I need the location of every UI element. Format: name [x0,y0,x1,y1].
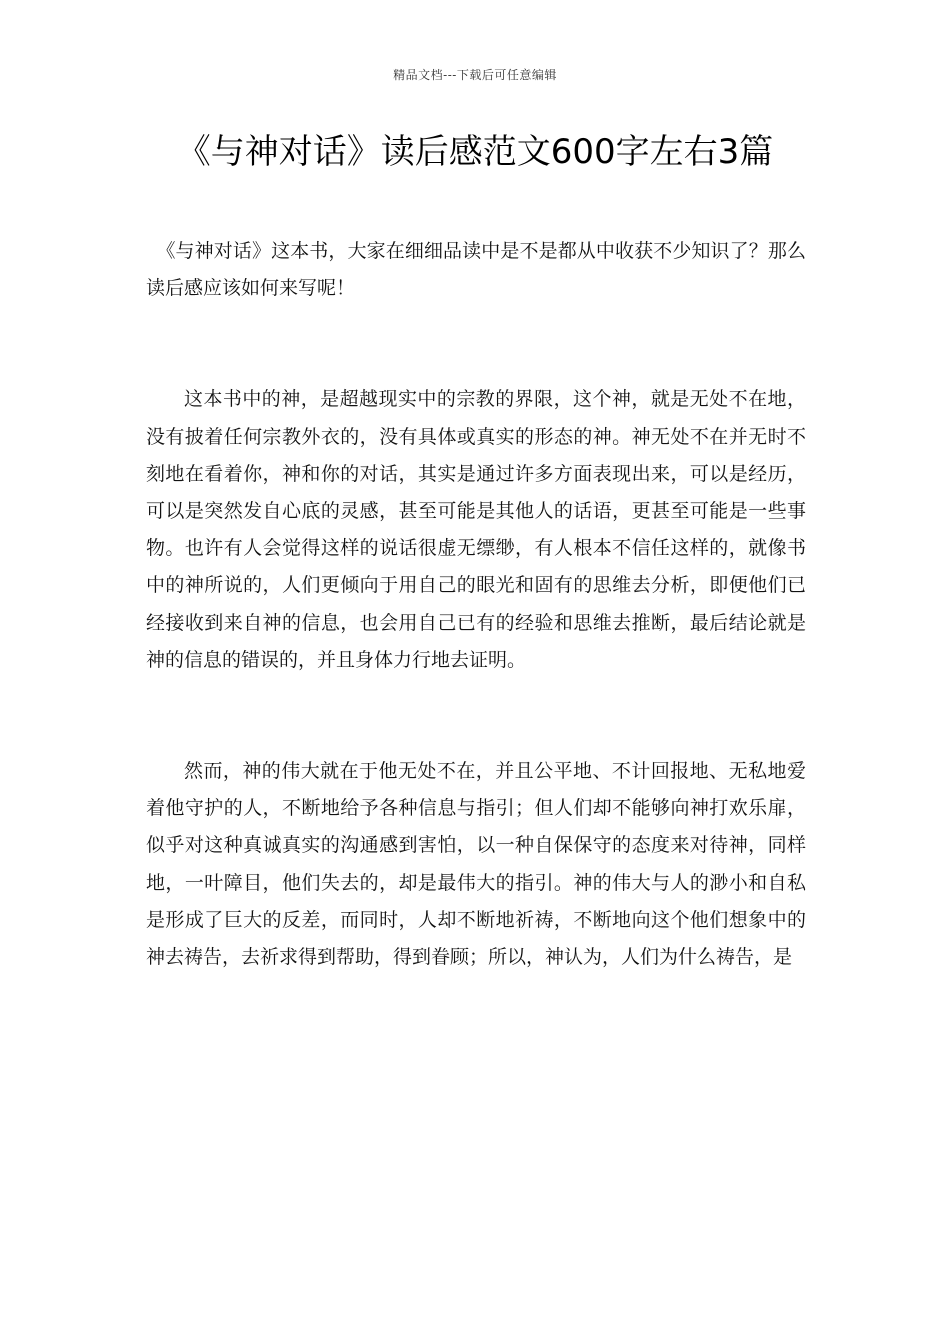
body-paragraph-1: 这本书中的神，是超越现实中的宗教的界限，这个神，就是无处不在地，没有披着任何宗教外衣的，没有具体或真实的形态的神。神无处不在并无时不刻地在看着你，神和你的对话，其实是通过许多方面表现出来，可以是经历，可以是突然发自心底的灵感，甚至可能是其他人的话语，更甚至可能是一些事物。也许有人会觉得这样的说话很虚无缥缈，有人根本不信任这样的，就像书中的神所说的，人们更倾向于用自己的眼光和固有的思维去分析，即便他们已经接收到来自神的信息，也会用自己已有的经验和思维去推断，最后结论就是神的信息的错误的，并且身体力行地去证明。 [146,388,806,671]
intro-paragraph: 《与神对话》这本书，大家在细细品读中是不是都从中收获不少知识了？那么读后感应该如何来写呢！ [146,240,806,300]
document-body [146,233,806,976]
body-paragraph-2: 然而，神的伟大就在于他无处不在，并且公平地、不计回报地、无私地爱着他守护的人，不断地给予各种信息与指引；但人们却不能够向神打欢乐扉，似乎对这种真诚真实的沟通感到害怕，以一种自保保守的态度来对待神，同样地，一叶障目，他们失去的，却是最伟大的指引。神的伟大与人的渺小和自私是形成了巨大的反差，而同时，人却不断地祈祷，不断地向这个他们想象中的神去祷告，去祈求得到帮助，得到眷顾；所以，神认为，人们为什么祷告，是 [146,760,806,969]
page-header: 精品文档---下载后可任意编辑 [393,68,557,82]
document-title: 《与神对话》读后感范文600字左右3篇 [176,132,774,172]
